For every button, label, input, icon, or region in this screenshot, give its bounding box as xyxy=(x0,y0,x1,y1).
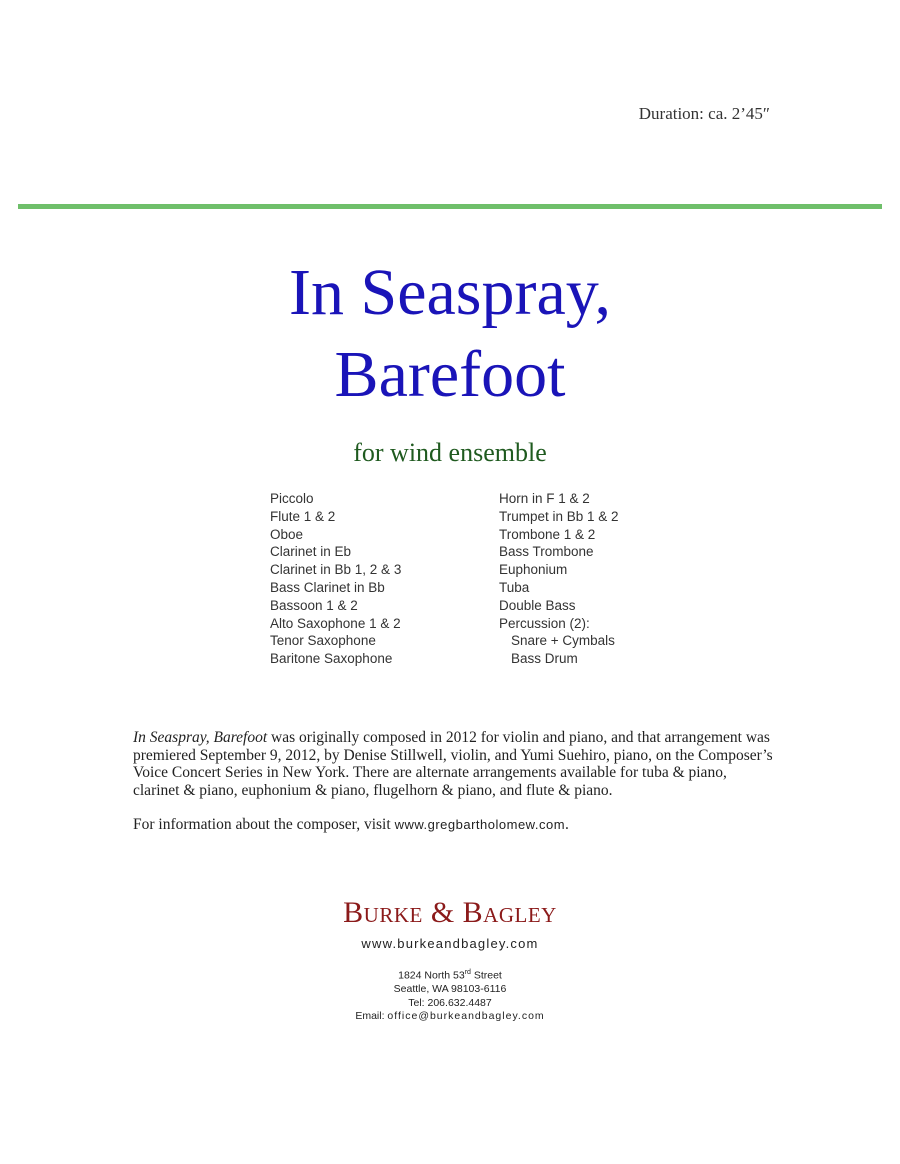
instrument-subitem: Bass Drum xyxy=(511,651,578,667)
email-link[interactable]: office@burkeandbagley.com xyxy=(387,1010,545,1022)
subtitle: for wind ensemble xyxy=(353,438,547,467)
instrument-item: Trombone 1 & 2 xyxy=(499,526,596,542)
instrument-item: Clarinet in Bb 1, 2 & 3 xyxy=(270,562,402,578)
address-number: 1824 North 53 xyxy=(398,969,465,982)
instrument-item: Horn in F 1 & 2 xyxy=(499,491,590,506)
duration: Duration: ca. 2’45″ xyxy=(638,104,770,123)
address-tel: Tel: 206.632.4487 xyxy=(408,996,492,1009)
notes-paragraph-text: was originally composed in 2012 for violin and piano, and that arrangement was premiered September 9, 2012, by Denise Stillwell, violin, and Yumi Suehiro, piano, on the Composer’s Voice Concert Series in New York. There are alternate arrangements available for tuba & piano, clarinet & piano, euphonium & piano, flugelhorn & piano, and flute & piano. xyxy=(133,729,773,799)
address-city: Seattle, WA 98103-6116 xyxy=(393,983,507,995)
instrument-item: Alto Saxophone 1 & 2 xyxy=(270,615,401,631)
notes-paragraph xyxy=(133,729,773,799)
instrument-subitem: Snare + Cymbals xyxy=(511,633,615,649)
green-divider xyxy=(18,204,882,209)
instrument-item: Clarinet in Eb xyxy=(270,544,352,560)
address-email xyxy=(0,1010,900,1024)
instrument-item: Bassoon 1 & 2 xyxy=(270,597,358,613)
notes-italic-title: In Seaspray, Barefoot xyxy=(133,729,268,746)
composer-info-prefix: For information about the composer, visit xyxy=(133,816,395,833)
instrument-item: Bass Clarinet in Bb xyxy=(270,579,385,595)
instrument-item: Baritone Saxophone xyxy=(270,651,393,667)
publisher-address xyxy=(0,966,900,1024)
publisher-name: Burke & Bagley xyxy=(343,896,557,929)
address-street xyxy=(0,966,900,983)
composer-website-link[interactable]: www.gregbartholomew.com xyxy=(394,817,566,832)
email-label: Email: xyxy=(355,1010,388,1022)
instrument-item: Percussion (2): xyxy=(499,615,590,631)
instrument-item: Oboe xyxy=(270,526,304,542)
program-notes xyxy=(133,729,773,851)
composer-info-suffix: . xyxy=(565,816,569,833)
instrument-item: Euphonium xyxy=(499,562,568,578)
title-line-1: In Seaspray, xyxy=(289,256,611,329)
page-title xyxy=(0,252,900,416)
address-street-name: Street xyxy=(470,969,502,982)
publisher-website-link[interactable]: www.burkeandbagley.com xyxy=(361,936,539,951)
composer-info xyxy=(133,816,773,834)
instrument-item: Flute 1 & 2 xyxy=(270,508,336,524)
instrument-item: Piccolo xyxy=(270,491,314,506)
instrument-item: Tenor Saxophone xyxy=(270,633,376,649)
title-line-2: Barefoot xyxy=(334,338,566,411)
instrument-list-right xyxy=(499,490,619,668)
instrument-item: Bass Trombone xyxy=(499,544,594,560)
instrument-item: Double Bass xyxy=(499,597,576,613)
instrument-item: Trumpet in Bb 1 & 2 xyxy=(499,508,619,524)
instrument-list-left xyxy=(270,490,401,668)
instrument-item: Tuba xyxy=(499,579,530,595)
address-ordinal: rd xyxy=(464,969,471,976)
